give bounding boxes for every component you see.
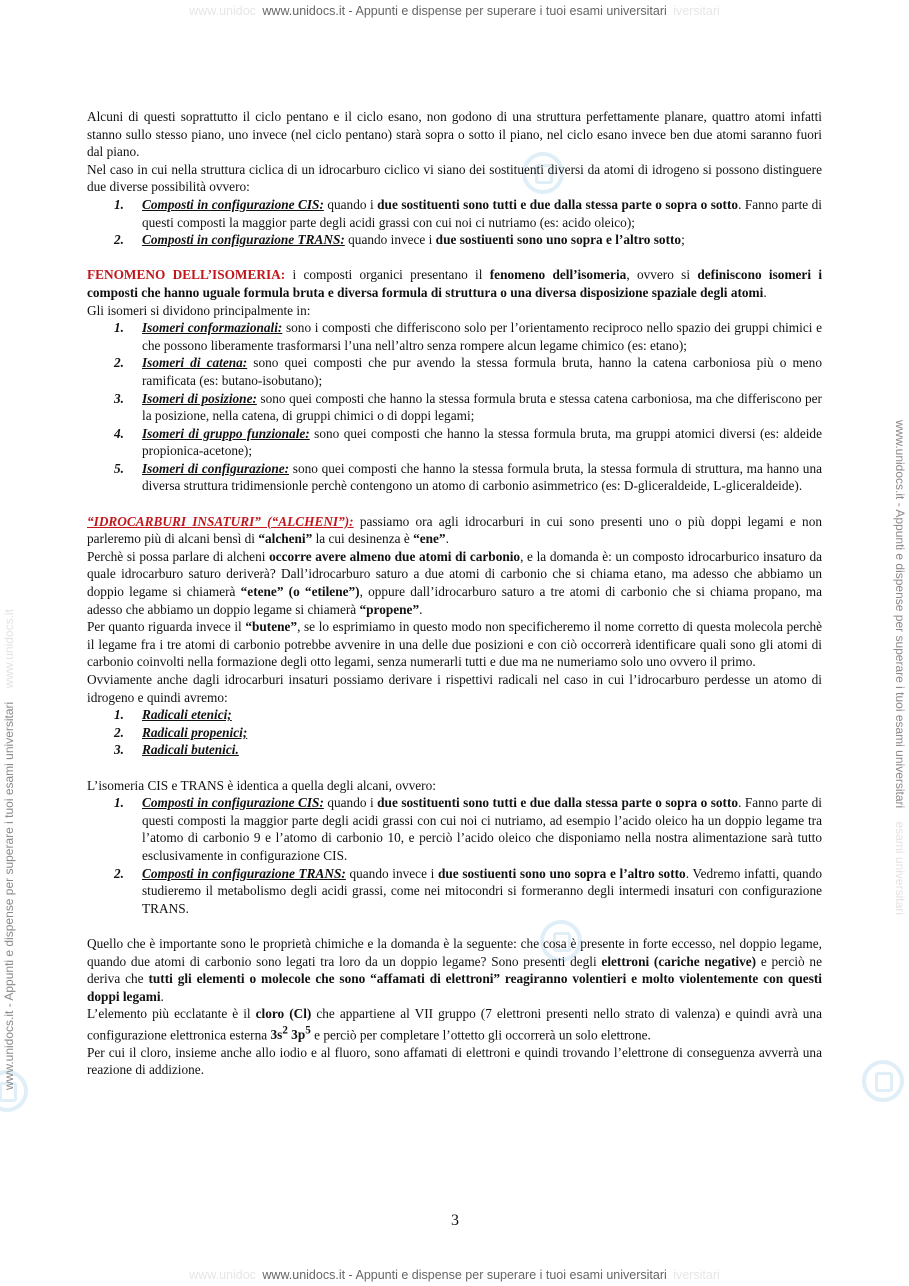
item-title: Radicali butenici. <box>142 742 239 758</box>
item-text: quando invece i <box>345 865 438 881</box>
paragraph <box>87 266 822 301</box>
text: L’elemento più ecclatante è il <box>87 1006 256 1022</box>
footer-ghost-right: iversitari <box>673 1268 720 1282</box>
paragraph <box>87 513 822 548</box>
text: , ovvero si <box>626 267 698 283</box>
item-text: ; <box>681 232 685 248</box>
radicals-list <box>87 706 822 759</box>
item-title: Isomeri di catena: <box>142 355 248 371</box>
item-title: Composti in configurazione CIS: <box>142 795 324 811</box>
superscript: 5 <box>305 1024 311 1037</box>
bold-text: tutti gli elementi o molecole che sono “affamati di elettroni” reagiranno volentieri e molto violentemente con questi doppi legami <box>87 971 822 1004</box>
text: , e la domanda è: un composto idrocarburico insaturo da quale idrocarburo saturo deriverà? Dall’idrocarburo saturo a due atomi di carbonio che si chiama etano, ma adesso che abbiamo un doppio legame si chiamerà <box>87 548 822 600</box>
paragraph <box>87 618 822 671</box>
list-item <box>87 390 822 425</box>
cis-trans-list-alkenes <box>87 794 822 917</box>
item-title: Composti in configurazione TRANS: <box>142 232 345 248</box>
bold-text: elettroni (cariche negative) <box>601 953 757 969</box>
right-side-ghost: esami universitari <box>893 821 907 915</box>
item-title: Radicali propenici; <box>142 724 248 740</box>
footer-ghost-left: www.unidoc <box>189 1268 256 1282</box>
list-number: 5. <box>114 460 124 476</box>
text: passiamo ora agli idrocarburi in cui sono presenti uno o più doppi legami e non parleremo più di alcani bensì di <box>87 513 822 547</box>
list-item <box>87 354 822 389</box>
list-item <box>87 865 822 918</box>
item-title: Radicali etenici; <box>142 707 232 723</box>
section-heading: FENOMENO DELL’ISOMERIA: <box>87 267 286 283</box>
text: Per quanto riguarda invece il <box>87 619 246 635</box>
bold-text: fenomeno dell’isomeria <box>489 267 627 283</box>
text: e perciò ne deriva che <box>87 953 822 987</box>
text: , oppure dall’idrocarburo saturo a tre atomi di carbonio che si chiama propano, ma adesso che abbiamo un doppio legame si chiamerà <box>87 584 822 617</box>
list-number: 1. <box>114 196 124 212</box>
header-ghost-right: iversitari <box>673 4 720 18</box>
list-number: 2. <box>114 865 124 881</box>
text: la cui desinenza è <box>312 531 414 547</box>
document-body <box>87 108 822 1079</box>
page-number: 3 <box>451 1212 459 1229</box>
item-bold-text: due sostiuenti sono uno sopra e l’altro sotto <box>437 865 686 881</box>
list-number: 4. <box>114 425 124 441</box>
item-bold-text: due sostiuenti sono uno sopra e l’altro sotto <box>435 232 682 248</box>
paragraph: Nel caso in cui nella struttura ciclica di un idrocarburo ciclico vi siano dei sostituenti diversi da atomi di idrogeno si possono distinguere due diverse possibilità ovvero: <box>87 161 822 195</box>
header-banner <box>0 4 909 18</box>
list-item <box>87 319 822 354</box>
paragraph <box>87 1005 822 1044</box>
bold-text: definiscono isomeri i composti che hanno uguale formula bruta e diversa formula di struttura o una diversa disposizione spaziale degli atomi <box>87 267 823 300</box>
bold-text: “etene” (o “etilene”) <box>240 584 360 600</box>
left-side-ghost: www.unidocs.it <box>2 609 16 689</box>
item-text: sono quei composti che hanno la stessa formula bruta, la stessa formula di struttura, ma hanno una diversa struttura tridimensionle perchè contengono un atomo di carbonio asimmetrico (es: D-gliceraldeide, L-gliceraldeide). <box>142 460 822 494</box>
item-text: quando i <box>323 196 378 212</box>
list-number: 1. <box>114 320 124 336</box>
bold-text: “propene” <box>359 601 420 617</box>
item-text: sono quei composti che hanno la stessa formula bruta, ma gruppi atomici diversi (es: aldeide propionica-acetone); <box>142 425 822 459</box>
orbital: 3s <box>270 1027 283 1043</box>
item-text: . Fanno parte di questi composti la maggior parte degli acidi grassi con cui noi ci nutriamo, ad esempio l’acido oleico ha un doppio legame tra l’atomo di carbonio 9 e l’atomo di carbonio 10, e perciò l’acido oleico che disponiamo nella nostra alimentazione sarà tutto esclusivamente in configurazione CIS. <box>142 795 822 863</box>
paragraph: Per cui il cloro, insieme anche allo iodio e al fluoro, sono affamati di elettroni e quindi trovando l’elettrone di conseguenza avverrà una reazione di addizione. <box>87 1044 822 1078</box>
text: . <box>419 601 423 617</box>
list-item <box>87 741 822 759</box>
right-side-banner <box>893 420 907 1160</box>
text: che appartiene al VII gruppo (7 elettroni presenti nello strato di valenza) e quindi avrà una configurazione elettronica esterna <box>87 1006 822 1043</box>
list-item <box>87 706 822 724</box>
item-title: Composti in configurazione CIS: <box>142 196 324 212</box>
item-text: quando invece i <box>344 232 436 248</box>
list-number: 1. <box>114 795 124 811</box>
item-text: sono quei composti che pur avendo la stessa formula bruta, hanno la catena carboniosa più o meno ramificata (es: butano-isobutano); <box>142 355 822 388</box>
text: Perchè si possa parlare di alcheni <box>87 548 270 564</box>
list-item <box>87 231 822 249</box>
list-number: 2. <box>114 355 124 371</box>
item-bold-text: due sostituenti sono tutti e due dalla stessa parte o sopra o sotto <box>377 196 739 212</box>
list-number: 1. <box>114 707 124 723</box>
list-number: 3. <box>114 742 124 758</box>
header-link[interactable]: www.unidocs.it - Appunti e dispense per superare i tuoi esami universitari <box>259 4 669 18</box>
cis-trans-list <box>87 196 822 249</box>
isomer-list <box>87 319 822 495</box>
right-side-text[interactable]: www.unidocs.it - Appunti e dispense per superare i tuoi esami universitari <box>893 420 907 809</box>
bold-text: “ene” <box>413 531 446 547</box>
item-text: quando i <box>323 795 378 811</box>
item-title: Isomeri di configurazione: <box>142 460 290 476</box>
text: i composti organici presentano il <box>285 267 490 283</box>
text: , se lo esprimiamo in questo modo non specificheremo il nome corretto di questa molecola perchè il legame fra i tre atomi di carbonio potrebbe avvenire in una delle due posizioni e con ciò occorrerà identificare quali sono gli atomi di carbonio coinvolti nella formazione degli otto legami, senza numerarli tutti e due ma ne numeriamo solo uno ovvero il primo. <box>87 619 822 670</box>
footer-banner <box>0 1268 909 1282</box>
item-title: Isomeri di gruppo funzionale: <box>142 425 310 441</box>
left-side-text[interactable]: www.unidocs.it - Appunti e dispense per superare i tuoi esami universitari <box>2 701 16 1090</box>
paragraph: Alcuni di questi soprattutto il ciclo pentano e il ciclo esano, non godono di una struttura perfettamente planare, quattro atomi infatti stanno sullo stesso piano, uno invece (nel ciclo pentano) starà sopra o sotto il piano, nel ciclo esano invece ben due atomi saranno fuori dal piano. <box>87 109 822 160</box>
bold-text: occorre avere almeno due atomi di carbonio <box>269 548 521 564</box>
item-text: sono quei composti che hanno la stessa formula bruta e stessa catena carboniosa, ma che differiscono per la posizione, nella catena, di gruppi chimici o di doppi legami; <box>142 390 822 424</box>
bold-text: “butene” <box>245 619 298 635</box>
list-item <box>87 460 822 495</box>
left-side-banner <box>2 330 16 1090</box>
list-item <box>87 196 822 231</box>
list-number: 2. <box>114 724 124 740</box>
list-item <box>87 794 822 864</box>
paragraph: Ovviamente anche dagli idrocarburi insaturi possiamo derivare i rispettivi radicali nel caso in cui l’idrocarburo perdesse un atomo di idrogeno e quindi avremo: <box>87 672 822 705</box>
bold-text: cloro (Cl) <box>255 1006 312 1022</box>
superscript: 2 <box>282 1024 288 1037</box>
item-bold-text: due sostituenti sono tutti e due dalla stessa parte o sopra o sotto <box>377 795 739 811</box>
text: e perciò per completare l’ottetto gli occorrerà un solo elettrone. <box>310 1027 651 1043</box>
electron-configuration <box>270 1024 311 1043</box>
paragraph <box>87 548 822 618</box>
text: . <box>763 284 767 300</box>
item-title: Isomeri di posizione: <box>142 390 257 406</box>
header-ghost-left: www.unidoc <box>189 4 256 18</box>
paragraph <box>87 935 822 1005</box>
item-text: sono i composti che differiscono solo per l’orientamento reciproco nello spazio dei gruppi chimici e che possono liberamente trasformarsi l’una nell’altro senza rompere alcun legame chimico (es: etano); <box>142 320 822 353</box>
item-title: Composti in configurazione TRANS: <box>142 865 346 881</box>
footer-link[interactable]: www.unidocs.it - Appunti e dispense per superare i tuoi esami universitari <box>259 1268 669 1282</box>
list-item <box>87 425 822 460</box>
item-text: . Vedremo infatti, quando studieremo il metabolismo degli acidi grassi, come nei mitocondri si formeranno degli intermedi insaturi con configurazione TRANS. <box>142 865 822 916</box>
bold-text: “alcheni” <box>258 531 313 547</box>
list-item <box>87 724 822 742</box>
text: . <box>160 988 164 1004</box>
item-title: Isomeri conformazionali: <box>142 320 283 336</box>
text: . <box>445 531 449 547</box>
item-text: . Fanno parte di questi composti la maggior parte degli acidi grassi con cui noi ci nutriamo (es: acido oleico); <box>142 196 822 230</box>
paragraph: Gli isomeri si dividono principalmente in: <box>87 302 311 318</box>
list-number: 3. <box>114 390 124 406</box>
list-number: 2. <box>114 232 124 248</box>
text: Quello che è importante sono le proprietà chimiche e la domanda è la seguente: che cosa è presente in forte eccesso, nel doppio legame, quando due atomi di carbonio sono legati tra loro da un doppio legame? Sono presenti degli <box>87 935 822 969</box>
orbital: 3p <box>287 1027 306 1043</box>
section-heading: “IDROCARBURI INSATURI” (“ALCHENI”): <box>87 513 354 529</box>
paragraph: L’isomeria CIS e TRANS è identica a quella degli alcani, ovvero: <box>87 777 436 793</box>
